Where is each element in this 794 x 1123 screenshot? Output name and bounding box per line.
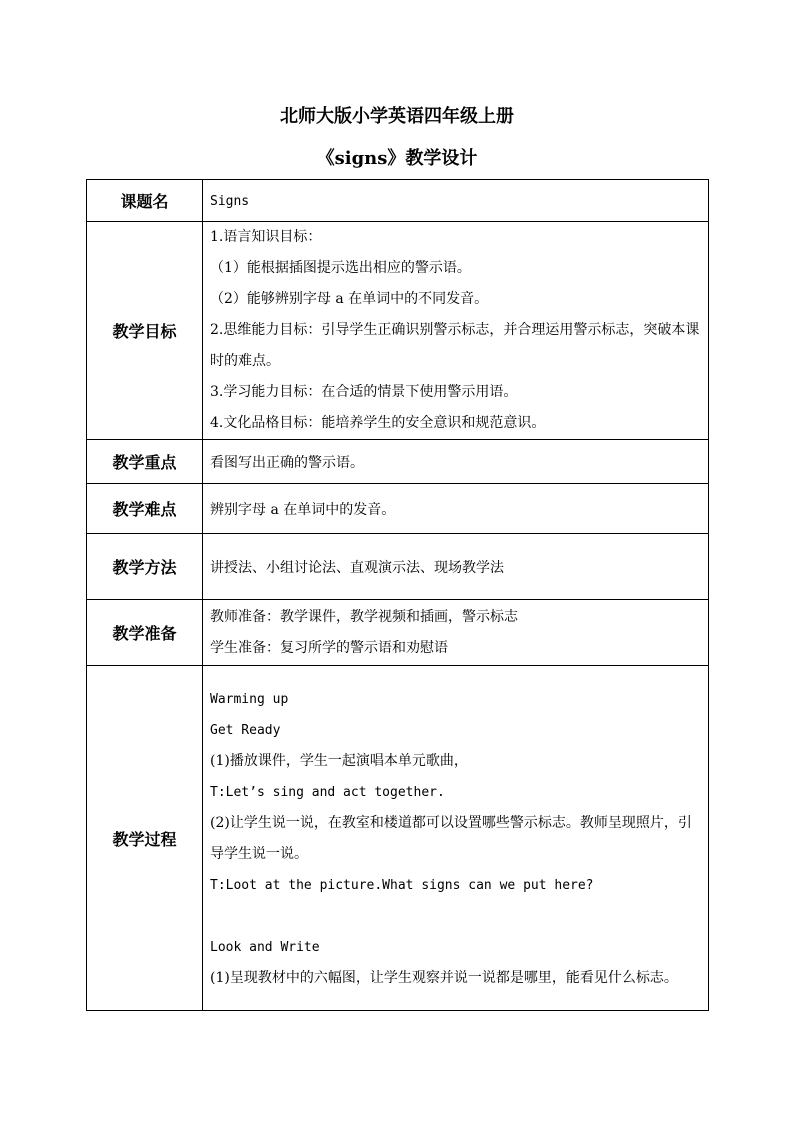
objectives-content <box>203 222 709 440</box>
topic-label: 课题名 <box>87 180 203 222</box>
table-row <box>87 222 709 440</box>
objective-line: 2.思维能力目标：引导学生正确识别警示标志，并合理运用警示标志，突破本课时的难点。 <box>210 322 700 369</box>
lesson-plan-table <box>86 179 709 1011</box>
process-label: 教学过程 <box>87 666 203 1011</box>
objectives-label: 教学目标 <box>87 222 203 440</box>
difficulties-label: 教学难点 <box>87 484 203 534</box>
process-blank-line <box>210 901 702 932</box>
process-line: (1)播放课件，学生一起演唱本单元歌曲， <box>210 752 468 769</box>
objective-line: （2）能够辨别字母 a 在单词中的不同发音。 <box>210 291 489 307</box>
table-row <box>87 440 709 484</box>
process-line: T:Loot at the picture.What signs can we put here? <box>210 877 594 893</box>
preparation-label: 教学准备 <box>87 600 203 666</box>
table-row <box>87 666 709 1011</box>
process-line: Get Ready <box>210 722 281 738</box>
process-line: Warming up <box>210 691 289 707</box>
objective-line: 4.文化品格目标：能培养学生的安全意识和规范意识。 <box>210 415 546 431</box>
preparation-content <box>203 600 709 666</box>
preparation-line: 学生准备：复习所学的警示语和劝慰语 <box>210 639 448 656</box>
difficulties-value: 辨别字母 a 在单词中的发音。 <box>203 484 709 534</box>
process-line: T:Let’s sing and act together. <box>210 784 445 800</box>
topic-text: Signs <box>210 193 250 209</box>
table-row <box>87 534 709 600</box>
table-row <box>87 600 709 666</box>
methods-value: 讲授法、小组讨论法、直观演示法、现场教学法 <box>203 534 709 600</box>
process-line: Look and Write <box>210 939 320 955</box>
objective-line: 1.语言知识目标： <box>210 229 322 245</box>
topic-value <box>203 180 709 222</box>
preparation-line: 教师准备：教学课件，教学视频和插画，警示标志 <box>210 608 518 625</box>
document-title: 北师大版小学英语四年级上册 <box>280 106 514 127</box>
key-points-value: 看图写出正确的警示语。 <box>203 440 709 484</box>
table-row <box>87 180 709 222</box>
methods-label: 教学方法 <box>87 534 203 600</box>
process-content <box>203 666 709 1011</box>
key-points-label: 教学重点 <box>87 440 203 484</box>
table-row <box>87 484 709 534</box>
document-subtitle: 《signs》教学设计 <box>316 148 478 169</box>
objective-line: 3.学习能力目标：在合适的情景下使用警示用语。 <box>210 384 518 400</box>
process-line: (1)呈现教材中的六幅图，让学生观察并说一说都是哪里，能看见什么标志。 <box>210 969 678 986</box>
process-line: (2)让学生说一说，在教室和楼道都可以设置哪些警示标志。教师呈现照片，引导学生说一说。 <box>210 814 692 862</box>
objective-line: （1）能根据插图提示选出相应的警示语。 <box>210 260 471 276</box>
